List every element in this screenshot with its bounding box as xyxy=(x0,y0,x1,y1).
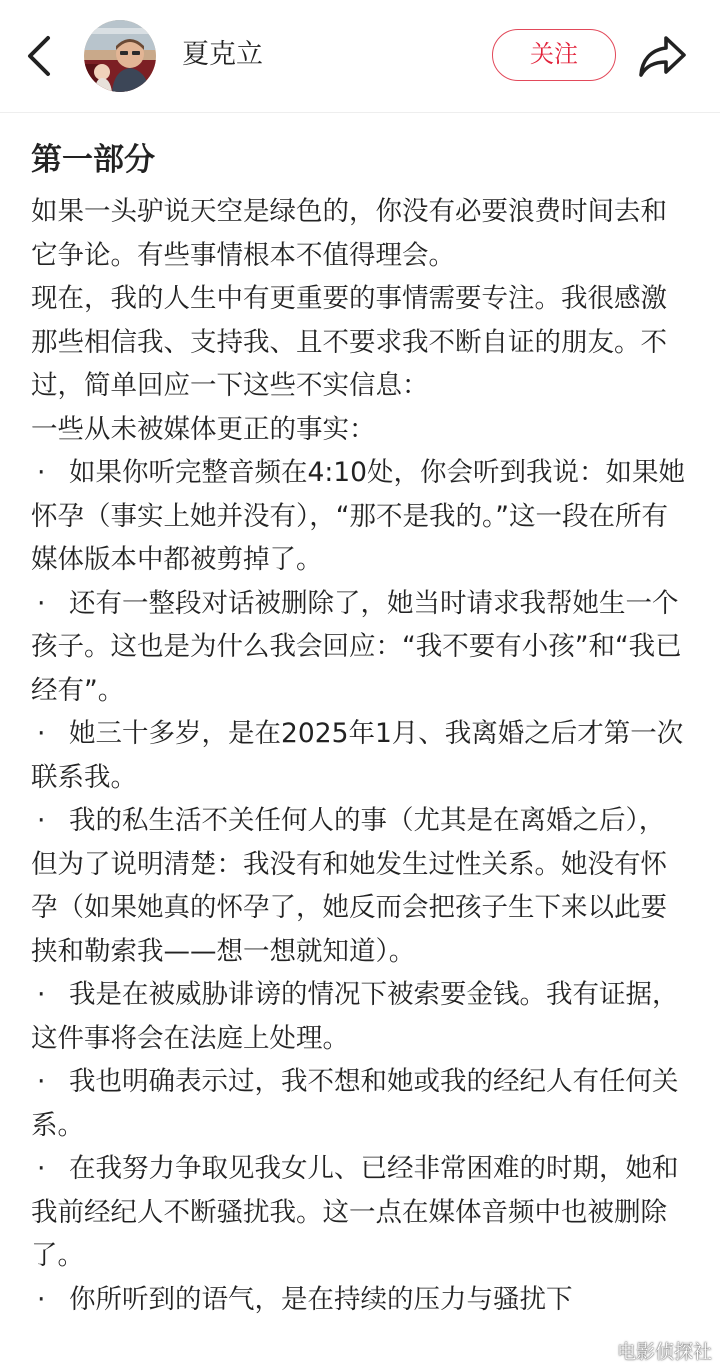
bullet-text: 在我努力争取见我女儿、已经非常困难的时期，她和我前经纪人不断骚扰我。这一点在媒体音频中也被删除了。 xyxy=(31,1153,679,1271)
bullet-item xyxy=(31,451,691,582)
bullet-marker: · xyxy=(37,979,46,1010)
avatar-photo xyxy=(84,20,156,92)
section-title: 第一部分 xyxy=(31,142,155,178)
bullet-text: 你所听到的语气，是在持续的压力与骚扰下 xyxy=(69,1283,573,1315)
paragraph: 现在，我的人生中有更重要的事情需要专注。我很感激那些相信我、支持我、且不要求我不断自证的朋友。不过，简单回应一下这些不实信息： xyxy=(31,283,667,401)
author-name[interactable]: 夏克立 xyxy=(182,39,263,70)
bullet-item xyxy=(31,582,691,713)
share-button[interactable] xyxy=(636,30,688,82)
bullet-marker: · xyxy=(37,1283,46,1315)
paragraph: 如果一头驴说天空是绿色的，你没有必要浪费时间去和它争论。有些事情根本不值得理会。 xyxy=(31,196,667,271)
follow-button[interactable]: 关注 xyxy=(492,29,616,81)
bullet-text: 我是在被威胁诽谤的情况下被索要金钱。我有证据，这件事将会在法庭上处理。 xyxy=(31,979,679,1054)
back-chevron-icon xyxy=(18,34,62,78)
bullet-text: 她三十多岁，是在2025年1月、我离婚之后才第一次联系我。 xyxy=(31,718,684,793)
bullet-item xyxy=(31,973,691,1060)
bullet-item xyxy=(31,1147,691,1278)
bullet-marker: · xyxy=(37,457,46,488)
bullet-text: 如果你听完整音频在4:10处，你会听到我说：如果她怀孕（事实上她并没有），“那不是我的。”这一段在所有媒体版本中都被剪掉了。 xyxy=(31,457,686,575)
back-button[interactable] xyxy=(18,34,62,78)
bullet-marker: · xyxy=(37,1153,46,1184)
paragraph: 一些从未被媒体更正的事实： xyxy=(31,413,376,445)
bullet-text: 还有一整段对话被删除了，她当时请求我帮她生一个孩子。这也是为什么我会回应：“我不要有小孩”和“我已经有”。 xyxy=(31,587,682,706)
share-arrow-icon xyxy=(636,30,688,82)
bullet-marker: · xyxy=(37,1066,46,1097)
bullet-item xyxy=(31,799,691,973)
bullet-text: 我的私生活不关任何人的事（尤其是在离婚之后），但为了说明清楚：我没有和她发生过性关系。她没有怀孕（如果她真的怀孕了，她反而会把孩子生下来以此要挟和勒索我——想一想就知道）。 xyxy=(31,805,667,967)
watermark: 电影侦探社 xyxy=(616,1341,712,1363)
bullet-item xyxy=(31,712,691,799)
bullet-marker: · xyxy=(37,718,46,749)
avatar[interactable] xyxy=(84,20,156,92)
bullet-item xyxy=(31,1060,691,1147)
top-bar xyxy=(0,0,720,113)
article-body xyxy=(31,136,691,1321)
bullet-item xyxy=(31,1278,691,1322)
bullet-marker: · xyxy=(37,587,46,619)
bullet-marker: · xyxy=(37,805,46,836)
bullet-text: 我也明确表示过，我不想和她或我的经纪人有任何关系。 xyxy=(31,1066,679,1141)
